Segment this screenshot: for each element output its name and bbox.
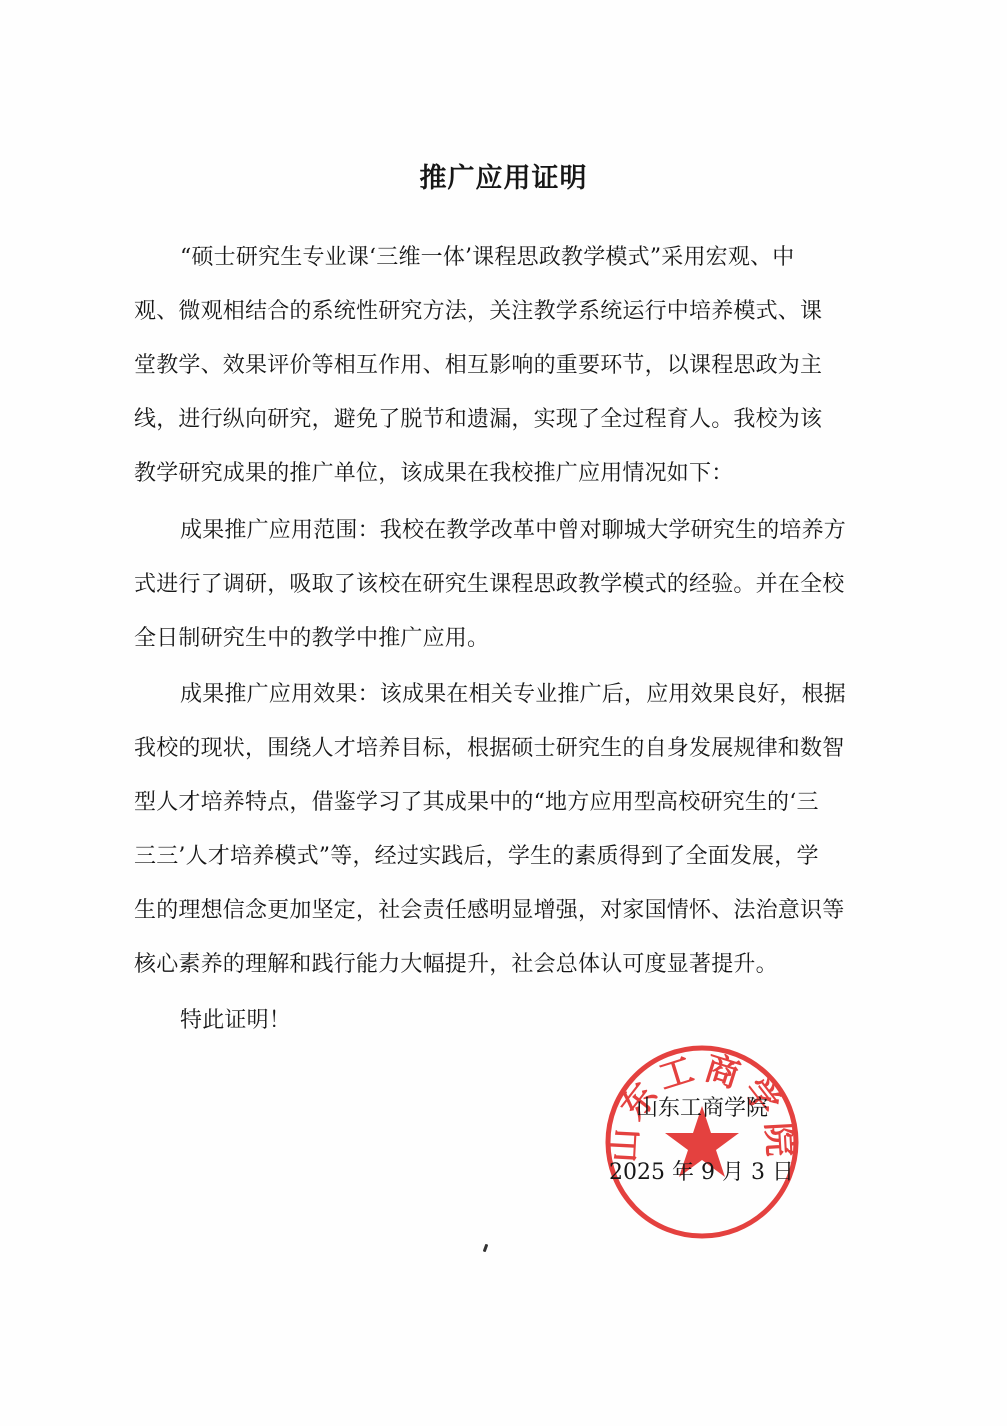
closing-text: 特此证明！ xyxy=(180,1008,292,1033)
paragraph-1-line-4: 线，进行纵向研究，避免了脱节和遗漏，实现了全过程育人。我校为该 xyxy=(134,407,823,432)
paragraph-1-line-3: 堂教学、效果评价等相互作用、相互影响的重要环节，以课程思政为主 xyxy=(134,353,823,378)
paragraph-3-line-3: 型人才培养特点，借鉴学习了其成果中的“地方应用型高校研究生的‘三 xyxy=(134,790,819,815)
paragraph-3-line-5: 生的理想信念更加坚定，社会责任感明显增强，对家国情怀、法治意识等 xyxy=(134,898,845,923)
paragraph-2-line-3: 全日制研究生中的教学中推广应用。 xyxy=(134,626,490,651)
document-title: 推广应用证明 xyxy=(419,163,588,194)
signature-organization: 山东工商学院 xyxy=(636,1096,769,1121)
paragraph-3-line-4: 三三’人才培养模式”等，经过实践后，学生的素质得到了全面发展，学 xyxy=(134,844,819,869)
paragraph-1-line-1: “硕士研究生专业课‘三维一体’课程思政教学模式”采用宏观、中 xyxy=(180,245,795,270)
signature-date: 2025 年 9 月 3 日 xyxy=(609,1160,794,1185)
paragraph-2-line-2: 式进行了调研，吸取了该校在研究生课程思政教学模式的经验。并在全校 xyxy=(134,572,845,597)
seal-text: 山东工商学院 xyxy=(604,1047,800,1164)
paragraph-2-line-1: 成果推广应用范围：我校在教学改革中曾对聊城大学研究生的培养方 xyxy=(180,518,847,543)
paragraph-3-line-2: 我校的现状，围绕人才培养目标，根据硕士研究生的自身发展规律和数智 xyxy=(134,736,845,761)
scan-speck xyxy=(483,1244,489,1253)
paragraph-1-line-2: 观、微观相结合的系统性研究方法，关注教学系统运行中培养模式、课 xyxy=(134,299,823,324)
paragraph-3-line-6: 核心素养的理解和践行能力大幅提升，社会总体认可度显著提升。 xyxy=(134,952,778,977)
official-seal-stamp xyxy=(602,1042,802,1242)
paragraph-3-line-1: 成果推广应用效果：该成果在相关专业推广后，应用效果良好，根据 xyxy=(180,682,847,707)
paragraph-1-line-5: 教学研究成果的推广单位，该成果在我校推广应用情况如下： xyxy=(134,461,734,486)
